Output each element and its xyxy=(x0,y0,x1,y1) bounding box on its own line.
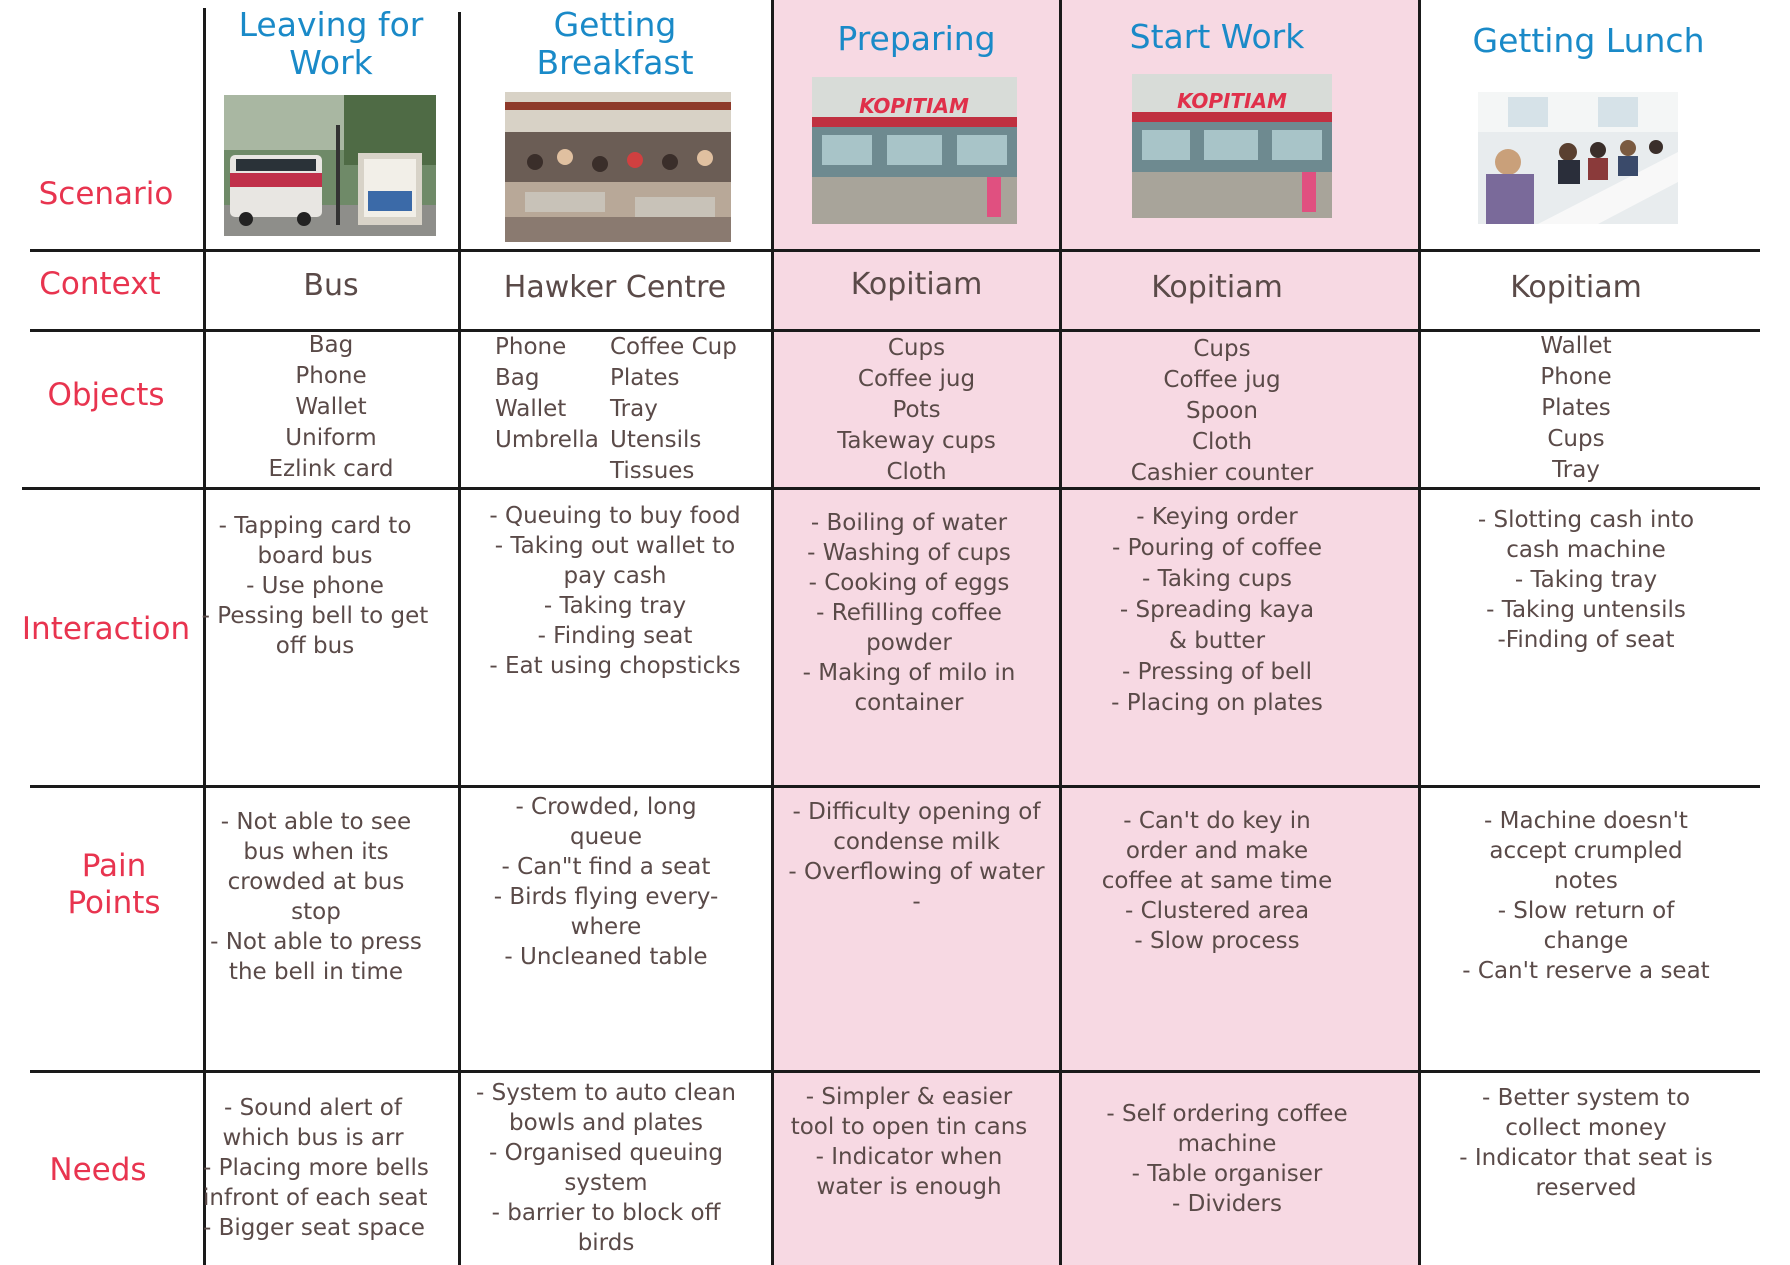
list-item: - Can"t find a seat xyxy=(501,854,711,880)
list-item: the bell in time xyxy=(228,959,404,985)
list-item: condense milk xyxy=(833,829,1000,855)
objects-cell xyxy=(774,333,1059,488)
list-item: powder xyxy=(866,630,952,656)
meeting-photo xyxy=(1478,92,1678,224)
list-item: Pots xyxy=(892,397,941,423)
list-item: - Spreading kaya xyxy=(1119,597,1315,623)
column-title-line: Breakfast xyxy=(536,42,694,82)
pain-points-cell xyxy=(1062,806,1372,956)
interaction-cell xyxy=(461,501,769,681)
list-item: tool to open tin cans xyxy=(790,1114,1028,1140)
list-item: - Can't do key in xyxy=(1123,808,1311,834)
context-value: Kopitiam xyxy=(850,267,983,302)
list-item: Spoon xyxy=(1186,398,1258,424)
hawker-centre-photo xyxy=(505,92,731,242)
list-item: - Use phone xyxy=(246,573,384,599)
list-item: system xyxy=(564,1170,648,1196)
kopitiam-photo xyxy=(812,77,1017,224)
list-item: Wallet xyxy=(1540,333,1612,359)
list-item: - Difficulty opening of xyxy=(792,799,1041,825)
needs-cell xyxy=(774,1082,1044,1202)
row-label-pain-points-line: Points xyxy=(67,885,161,922)
list-item: - Birds flying every- xyxy=(493,884,719,910)
column-title-getting-lunch xyxy=(1421,22,1756,60)
list-item: Phone xyxy=(295,363,367,389)
list-item: Coffee jug xyxy=(1163,367,1281,393)
list-item: queue xyxy=(569,824,643,850)
objects-list-left xyxy=(495,332,599,456)
column-title-line: Preparing xyxy=(837,19,996,58)
list-item: - Taking tray xyxy=(543,593,687,619)
list-item: - Washing of cups xyxy=(807,540,1011,566)
grid-line xyxy=(30,785,1760,788)
column-title-line: Start Work xyxy=(1129,17,1305,56)
list-item: coffee at same time xyxy=(1101,868,1333,894)
list-item: - Taking cups xyxy=(1142,566,1292,592)
list-item: Takeway cups xyxy=(837,428,996,454)
context-value: Hawker Centre xyxy=(503,270,727,305)
list-item: & butter xyxy=(1168,628,1266,654)
grid-line xyxy=(30,1070,1760,1073)
context-value: Kopitiam xyxy=(1510,270,1642,305)
list-item: Wallet xyxy=(495,396,567,422)
kopitiam-photo-art xyxy=(1132,74,1332,218)
list-item: - Better system to xyxy=(1481,1085,1691,1111)
list-item: - Not able to press xyxy=(210,929,422,955)
list-item: - Slow process xyxy=(1134,928,1300,954)
list-item: - Slotting cash into xyxy=(1477,507,1695,533)
list-item: - Cooking of eggs xyxy=(808,570,1010,596)
column-title-line: Leaving for xyxy=(238,5,424,44)
list-item: Bag xyxy=(495,365,540,391)
context-value: Kopitiam xyxy=(1151,270,1283,305)
list-item: cash machine xyxy=(1506,537,1666,563)
list-item: - Simpler & easier xyxy=(805,1084,1013,1110)
list-item: Uniform xyxy=(285,425,377,451)
list-item: - Placing more bells xyxy=(203,1155,429,1181)
list-item: accept crumpled xyxy=(1489,838,1683,864)
list-item: board bus xyxy=(257,543,373,569)
column-title-preparing xyxy=(774,20,1059,58)
interaction-cell xyxy=(1062,502,1372,719)
pain-points-cell xyxy=(1421,806,1751,986)
kopitiam-sign: KOPITIAM xyxy=(859,94,969,118)
objects-cell xyxy=(206,330,456,485)
list-item: off bus xyxy=(275,633,355,659)
list-item: Cups xyxy=(1547,426,1605,452)
list-item: Wallet xyxy=(295,394,367,420)
bus-stop-photo xyxy=(224,95,436,236)
list-item: Cashier counter xyxy=(1130,460,1314,486)
list-item: - Queuing to buy food xyxy=(489,503,741,529)
list-item: - Uncleaned table xyxy=(504,944,708,970)
list-item: - Refilling coffee xyxy=(816,600,1002,626)
list-item: Cloth xyxy=(886,459,947,485)
list-item: bus when its xyxy=(243,839,389,865)
row-label-context: Context xyxy=(39,266,161,302)
list-item: Umbrella xyxy=(495,427,599,453)
list-item: Plates xyxy=(1541,395,1611,421)
needs-cell xyxy=(1062,1099,1392,1219)
list-item: Phone xyxy=(1540,364,1612,390)
needs-cell xyxy=(1421,1083,1751,1203)
list-item: machine xyxy=(1177,1131,1277,1157)
row-label-interaction: Interaction xyxy=(21,611,191,647)
meeting-photo-art xyxy=(1478,92,1678,224)
list-item: notes xyxy=(1554,868,1618,894)
kopitiam-sign: KOPITIAM xyxy=(1177,89,1287,113)
list-item: - Slow return of xyxy=(1497,898,1675,924)
list-item: birds xyxy=(577,1230,635,1256)
list-item: - Self ordering coffee xyxy=(1106,1101,1348,1127)
list-item: - barrier to block off xyxy=(491,1200,721,1226)
list-item: which bus is arr xyxy=(222,1125,404,1151)
list-item: Ezlink card xyxy=(268,456,394,482)
list-item: - Tapping card to xyxy=(218,513,412,539)
needs-cell xyxy=(203,1093,429,1243)
list-item: - Overflowing of water xyxy=(788,859,1045,885)
pain-points-cell xyxy=(461,792,751,972)
column-title-line: Work xyxy=(289,42,373,82)
list-item: - Indicator when xyxy=(815,1144,1003,1170)
list-item: - xyxy=(912,889,921,915)
list-item: Plates xyxy=(610,365,680,391)
list-item: Tray xyxy=(1552,457,1600,483)
column-title-getting-breakfast xyxy=(461,6,769,82)
context-value: Bus xyxy=(303,268,359,303)
list-item: Coffee Cup xyxy=(610,334,737,360)
row-label-pain-points-line: Pain xyxy=(81,848,147,884)
list-item: crowded at bus xyxy=(227,869,405,895)
list-item: - Bigger seat space xyxy=(203,1215,425,1241)
list-item: - Boiling of water xyxy=(810,510,1008,536)
list-item: - Taking out wallet to xyxy=(494,533,736,559)
interaction-cell xyxy=(774,508,1044,718)
pain-points-cell xyxy=(774,797,1059,917)
list-item: bowls and plates xyxy=(509,1110,703,1136)
list-item: Cloth xyxy=(1191,429,1253,455)
list-item: Cups xyxy=(1193,336,1251,362)
list-item: change xyxy=(1543,928,1629,954)
kopitiam-photo-art xyxy=(812,77,1017,224)
objects-cell xyxy=(1062,334,1382,489)
list-item: - Making of milo in xyxy=(802,660,1016,686)
list-item: - Organised queuing xyxy=(489,1140,723,1166)
row-label-pain-points xyxy=(14,848,214,922)
list-item: infront of each seat xyxy=(203,1185,428,1211)
list-item: stop xyxy=(291,899,341,925)
objects-list-right xyxy=(610,332,737,487)
list-item: water is enough xyxy=(816,1174,1002,1200)
list-item: - Taking tray xyxy=(1514,567,1658,593)
hawker-centre-photo-art xyxy=(505,92,731,242)
list-item: pay cash xyxy=(563,563,667,589)
list-item: - Indicator that seat is xyxy=(1459,1145,1713,1171)
column-title-line: Getting Lunch xyxy=(1472,21,1705,60)
list-item: - Keying order xyxy=(1136,504,1298,530)
list-item: - Finding seat xyxy=(537,623,693,649)
list-item: - Taking untensils xyxy=(1486,597,1686,623)
list-item: - Sound alert of xyxy=(224,1095,402,1121)
list-item: Cups xyxy=(887,335,946,361)
interaction-cell xyxy=(1421,505,1751,655)
list-item: Utensils xyxy=(610,427,702,453)
list-item: - Machine doesn't xyxy=(1484,808,1688,834)
row-label-objects: Objects xyxy=(47,377,165,413)
needs-cell xyxy=(461,1078,751,1258)
list-item: order and make xyxy=(1125,838,1309,864)
kopitiam-photo xyxy=(1132,74,1332,218)
list-item: Phone xyxy=(495,334,567,360)
list-item: - Crowded, long xyxy=(515,794,697,820)
list-item: Coffee jug xyxy=(857,366,976,392)
list-item: container xyxy=(854,690,964,716)
list-item: - Placing on plates xyxy=(1111,690,1323,716)
list-item: - Table organiser xyxy=(1131,1161,1323,1187)
column-title-start-work xyxy=(1062,18,1372,56)
list-item: - Clustered area xyxy=(1124,898,1310,924)
list-item: Tissues xyxy=(610,458,695,484)
row-label-scenario: Scenario xyxy=(38,176,174,212)
row-label-needs: Needs xyxy=(49,1152,147,1188)
grid-line xyxy=(30,249,1760,252)
objects-cell xyxy=(1421,331,1731,486)
list-item: - Eat using chopsticks xyxy=(489,653,741,679)
list-item: Bag xyxy=(308,332,354,358)
list-item: reserved xyxy=(1535,1175,1637,1201)
list-item: collect money xyxy=(1505,1115,1667,1141)
list-item: - Pressing of bell xyxy=(1121,659,1313,685)
list-item: - Pessing bell to get xyxy=(201,603,429,629)
bus-stop-photo-art xyxy=(224,95,436,236)
list-item: -Finding of seat xyxy=(1497,627,1675,653)
list-item: Tray xyxy=(610,396,658,422)
column-title-line: Getting xyxy=(553,5,677,44)
pain-points-cell xyxy=(206,807,426,987)
list-item: - Pouring of coffee xyxy=(1112,535,1322,561)
list-item: - System to auto clean xyxy=(475,1080,737,1106)
list-item: - Can't reserve a seat xyxy=(1462,958,1710,984)
column-title-leaving-for-work xyxy=(206,6,456,82)
list-item: - Dividers xyxy=(1172,1191,1282,1217)
list-item: where xyxy=(570,914,642,940)
list-item: - Not able to see xyxy=(220,809,412,835)
interaction-cell xyxy=(200,511,430,661)
